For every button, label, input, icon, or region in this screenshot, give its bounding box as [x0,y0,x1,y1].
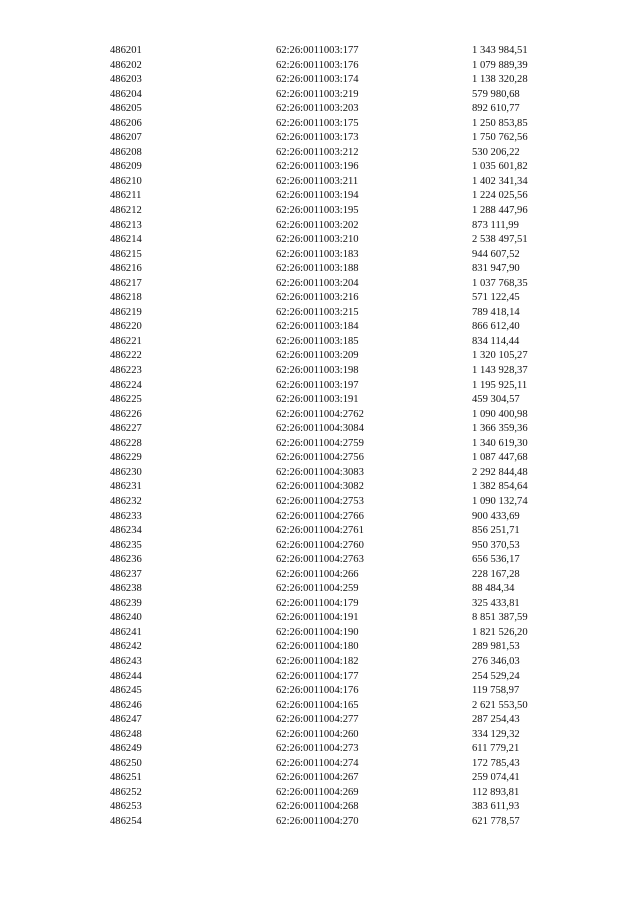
cadastral-number: 62:26:0011003:197 [276,379,359,391]
cadastral-number: 62:26:0011003:195 [276,205,359,217]
row-number: 486224 [110,379,142,391]
cadastral-value-table [110,44,580,830]
cadastral-number: 62:26:0011003:194 [276,190,359,202]
cadastral-value: 259 074,41 [472,772,520,784]
cadastral-number: 62:26:0011004:176 [276,685,359,697]
cadastral-number: 62:26:0011004:165 [276,699,359,711]
cadastral-number: 62:26:0011004:190 [276,626,359,638]
cadastral-value: 1 343 984,51 [472,45,528,56]
table-row [110,59,580,74]
cadastral-number: 62:26:0011004:2763 [276,554,364,566]
row-number: 486230 [110,466,142,478]
row-number: 486227 [110,423,142,435]
row-number: 486250 [110,757,142,769]
row-number: 486205 [110,103,142,115]
table-row [110,640,580,655]
row-number: 486220 [110,321,142,333]
row-number: 486247 [110,714,142,726]
table-row [110,582,580,597]
row-number: 486208 [110,146,142,158]
cadastral-value: 276 346,03 [472,655,520,667]
cadastral-number: 62:26:0011004:269 [276,786,359,798]
table-row [110,510,580,525]
row-number: 486202 [110,59,142,71]
cadastral-value: 834 114,44 [472,335,520,347]
table-row [110,291,580,306]
cadastral-value: 892 610,77 [472,103,520,115]
table-row [110,699,580,714]
row-number: 486239 [110,597,142,609]
cadastral-value: 1 288 447,96 [472,205,528,217]
cadastral-value: 228 167,28 [472,568,520,580]
table-row [110,524,580,539]
cadastral-number: 62:26:0011003:173 [276,132,359,144]
row-number: 486245 [110,685,142,697]
cadastral-value: 254 529,24 [472,670,520,682]
cadastral-number: 62:26:0011004:268 [276,801,359,813]
cadastral-number: 62:26:0011004:3084 [276,423,364,435]
cadastral-number: 62:26:0011003:215 [276,306,359,318]
cadastral-number: 62:26:0011003:203 [276,103,359,115]
row-number: 486210 [110,175,142,187]
row-number: 486229 [110,452,142,464]
table-row [110,262,580,277]
table-row [110,349,580,364]
row-number: 486238 [110,583,142,595]
cadastral-number: 62:26:0011004:267 [276,772,359,784]
cadastral-value: 1 320 105,27 [472,350,528,362]
cadastral-value: 900 433,69 [472,510,520,522]
cadastral-value: 1 079 889,39 [472,59,528,71]
table-row [110,379,580,394]
table-row [110,364,580,379]
cadastral-value: 1 382 854,64 [472,481,528,493]
cadastral-value: 579 980,68 [472,88,520,100]
cadastral-number: 62:26:0011004:2759 [276,437,364,449]
cadastral-number: 62:26:0011003:177 [276,45,359,56]
cadastral-number: 62:26:0011004:273 [276,743,359,755]
cadastral-number: 62:26:0011003:196 [276,161,359,173]
row-number: 486206 [110,117,142,129]
cadastral-value: 1 821 526,20 [472,626,528,638]
cadastral-number: 62:26:0011003:191 [276,394,359,406]
row-number: 486212 [110,205,142,217]
table-row [110,437,580,452]
table-row [110,175,580,190]
cadastral-number: 62:26:0011004:3082 [276,481,364,493]
row-number: 486216 [110,263,142,275]
cadastral-value: 611 779,21 [472,743,520,755]
table-row [110,248,580,263]
cadastral-value: 831 947,90 [472,263,520,275]
cadastral-number: 62:26:0011004:2761 [276,525,364,537]
table-row [110,393,580,408]
cadastral-value: 621 778,57 [472,815,520,827]
table-row [110,422,580,437]
table-row [110,204,580,219]
row-number: 486204 [110,88,142,100]
cadastral-value: 1 138 320,28 [472,74,528,86]
cadastral-value: 1 340 619,30 [472,437,528,449]
cadastral-value: 383 611,93 [472,801,520,813]
row-number: 486217 [110,277,142,289]
table-row [110,335,580,350]
row-number: 486225 [110,394,142,406]
cadastral-value: 571 122,45 [472,292,520,304]
row-number: 486244 [110,670,142,682]
cadastral-number: 62:26:0011004:179 [276,597,359,609]
row-number: 486243 [110,655,142,667]
row-number: 486223 [110,365,142,377]
cadastral-value: 1 087 447,68 [472,452,528,464]
cadastral-number: 62:26:0011004:259 [276,583,359,595]
row-number: 486213 [110,219,142,231]
table-row [110,568,580,583]
cadastral-value: 2 621 553,50 [472,699,528,711]
table-row [110,742,580,757]
cadastral-number: 62:26:0011003:183 [276,248,359,260]
table-row [110,277,580,292]
cadastral-number: 62:26:0011003:209 [276,350,359,362]
row-number: 486242 [110,641,142,653]
cadastral-number: 62:26:0011003:216 [276,292,359,304]
cadastral-number: 62:26:0011004:180 [276,641,359,653]
cadastral-value: 88 484,34 [472,583,515,595]
row-number: 486209 [110,161,142,173]
cadastral-value: 789 418,14 [472,306,520,318]
cadastral-number: 62:26:0011004:277 [276,714,359,726]
cadastral-value: 944 607,52 [472,248,520,260]
row-number: 486251 [110,772,142,784]
table-row [110,102,580,117]
cadastral-value: 334 129,32 [472,728,520,740]
row-number: 486234 [110,525,142,537]
cadastral-value: 1 750 762,56 [472,132,528,144]
table-row [110,466,580,481]
row-number: 486219 [110,306,142,318]
table-row [110,73,580,88]
cadastral-value: 1 037 768,35 [472,277,528,289]
table-row [110,408,580,423]
table-row [110,88,580,103]
cadastral-number: 62:26:0011003:175 [276,117,359,129]
table-row [110,757,580,772]
cadastral-number: 62:26:0011004:270 [276,815,359,827]
table-row [110,553,580,568]
cadastral-number: 62:26:0011004:266 [276,568,359,580]
table-row [110,597,580,612]
cadastral-value: 1 143 928,37 [472,365,528,377]
table-row [110,626,580,641]
cadastral-number: 62:26:0011003:212 [276,146,359,158]
cadastral-number: 62:26:0011004:260 [276,728,359,740]
row-number: 486214 [110,234,142,246]
cadastral-number: 62:26:0011003:198 [276,365,359,377]
table-row [110,146,580,161]
cadastral-value: 866 612,40 [472,321,520,333]
cadastral-number: 62:26:0011003:204 [276,277,359,289]
row-number: 486231 [110,481,142,493]
cadastral-value: 1 250 853,85 [472,117,528,129]
table-row [110,611,580,626]
row-number: 486252 [110,786,142,798]
cadastral-value: 172 785,43 [472,757,520,769]
cadastral-number: 62:26:0011003:210 [276,234,359,246]
cadastral-value: 1 402 341,34 [472,175,528,187]
cadastral-value: 1 195 925,11 [472,379,528,391]
table-row [110,713,580,728]
table-row [110,728,580,743]
table-row [110,495,580,510]
cadastral-value: 119 758,97 [472,685,520,697]
row-number: 486248 [110,728,142,740]
cadastral-number: 62:26:0011004:3083 [276,466,364,478]
table-row [110,160,580,175]
cadastral-value: 1 090 400,98 [472,408,528,420]
cadastral-value: 8 851 387,59 [472,612,528,624]
table-row [110,815,580,830]
table-row [110,480,580,495]
row-number: 486232 [110,495,142,507]
row-number: 486221 [110,335,142,347]
cadastral-number: 62:26:0011004:2756 [276,452,364,464]
cadastral-number: 62:26:0011003:184 [276,321,359,333]
table-row [110,451,580,466]
row-number: 486237 [110,568,142,580]
row-number: 486203 [110,74,142,86]
table-row [110,306,580,321]
cadastral-number: 62:26:0011004:2753 [276,495,364,507]
cadastral-number: 62:26:0011003:185 [276,335,359,347]
cadastral-number: 62:26:0011003:176 [276,59,359,71]
cadastral-number: 62:26:0011003:188 [276,263,359,275]
row-number: 486226 [110,408,142,420]
row-number: 486235 [110,539,142,551]
row-number: 486215 [110,248,142,260]
cadastral-value: 112 893,81 [472,786,520,798]
table-row [110,684,580,699]
row-number: 486211 [110,190,142,202]
cadastral-value: 856 251,71 [472,525,520,537]
cadastral-number: 62:26:0011004:182 [276,655,359,667]
cadastral-number: 62:26:0011003:174 [276,74,359,86]
table-row [110,189,580,204]
cadastral-number: 62:26:0011004:2760 [276,539,364,551]
row-number: 486240 [110,612,142,624]
cadastral-value: 1 224 025,56 [472,190,528,202]
cadastral-value: 873 111,99 [472,219,519,231]
table-row [110,655,580,670]
row-number: 486241 [110,626,142,638]
table-row [110,800,580,815]
cadastral-value: 325 433,81 [472,597,520,609]
cadastral-value: 1 366 359,36 [472,423,528,435]
row-number: 486207 [110,132,142,144]
row-number: 486246 [110,699,142,711]
cadastral-value: 950 370,53 [472,539,520,551]
cadastral-value: 287 254,43 [472,714,520,726]
cadastral-value: 459 304,57 [472,394,520,406]
cadastral-value: 530 206,22 [472,146,520,158]
row-number: 486201 [110,45,142,56]
cadastral-number: 62:26:0011003:219 [276,88,359,100]
table-row [110,44,580,59]
cadastral-value: 656 536,17 [472,554,520,566]
cadastral-number: 62:26:0011004:191 [276,612,359,624]
table-row [110,131,580,146]
row-number: 486253 [110,801,142,813]
row-number: 486228 [110,437,142,449]
cadastral-number: 62:26:0011004:177 [276,670,359,682]
cadastral-number: 62:26:0011003:202 [276,219,359,231]
cadastral-number: 62:26:0011004:274 [276,757,359,769]
table-row [110,670,580,685]
table-row [110,320,580,335]
row-number: 486218 [110,292,142,304]
row-number: 486254 [110,815,142,827]
table-row [110,539,580,554]
cadastral-value: 289 981,53 [472,641,520,653]
table-row [110,117,580,132]
cadastral-value: 2 292 844,48 [472,466,528,478]
row-number: 486222 [110,350,142,362]
row-number: 486233 [110,510,142,522]
table-row [110,786,580,801]
cadastral-value: 1 090 132,74 [472,495,528,507]
table-row [110,233,580,248]
table-row [110,219,580,234]
cadastral-number: 62:26:0011004:2762 [276,408,364,420]
table-row [110,771,580,786]
cadastral-number: 62:26:0011003:211 [276,175,359,187]
cadastral-number: 62:26:0011004:2766 [276,510,364,522]
cadastral-value: 1 035 601,82 [472,161,528,173]
cadastral-value: 2 538 497,51 [472,234,528,246]
row-number: 486236 [110,554,142,566]
row-number: 486249 [110,743,142,755]
